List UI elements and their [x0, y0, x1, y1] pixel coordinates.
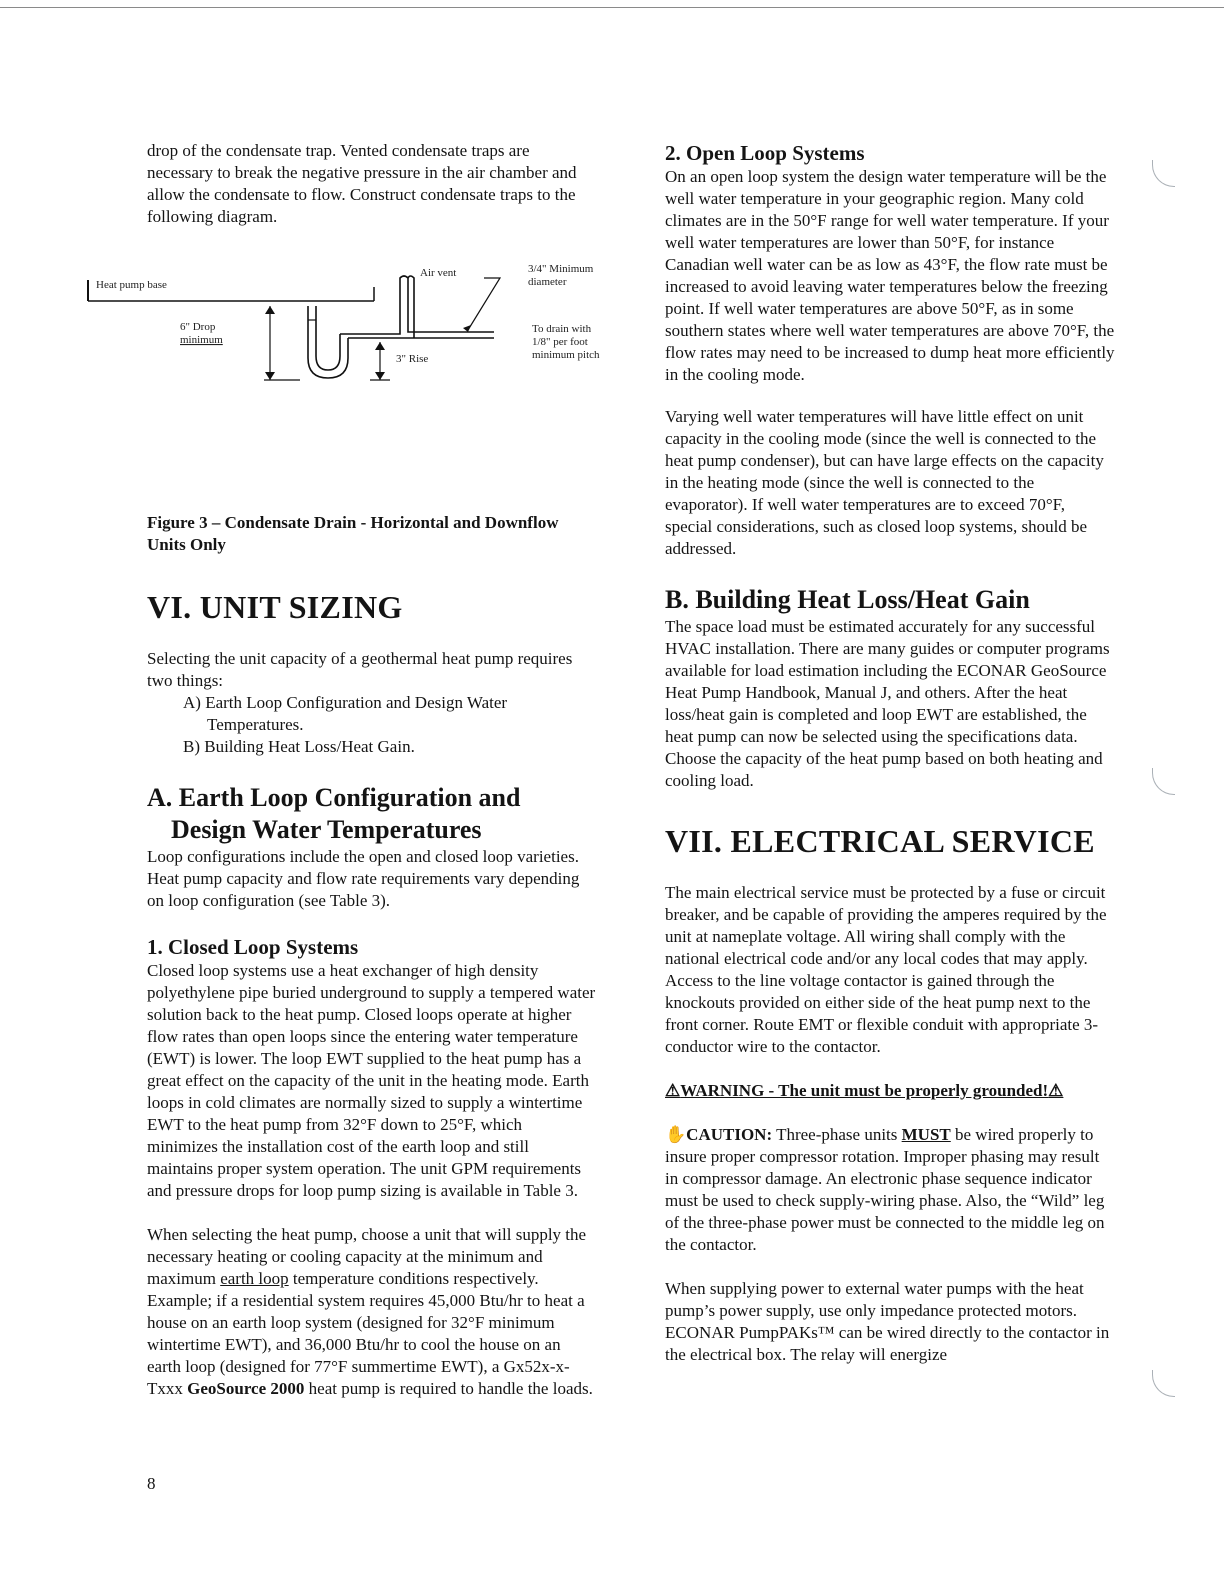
section-vii-heading: VII. ELECTRICAL SERVICE [665, 823, 1095, 859]
drop-label-1: 6" Drop [180, 321, 216, 333]
selecting-paragraph [147, 1224, 597, 1400]
trap-outer-pipe [308, 306, 348, 378]
geosource-2000-bold: GeoSource 2000 [187, 1379, 305, 1398]
rise-arrow-top [375, 342, 385, 350]
heat-pump-base-label: Heat pump base [96, 279, 167, 291]
caution-paragraph [665, 1124, 1115, 1256]
closed-loop-body: Closed loop systems use a heat exchanger of high density polyethylene pipe buried underground to supply a tempered water solution back to the heat pump. Closed loops operate at higher flow rates than open loops since the entering water temperature (EWT) is lower. The loop EWT supplied to the heat pump has a great effect on the capacity of the unit in the heating mode. Earth loops in cold climates are normally sized to supply a wintertime EWT to the heat pump from 32°F down to 25°F, which minimizes the installation cost of the earth loop and still maintains proper system operation. The unit GPM requirements and pressure drops for loop pump sizing is available in Table 3. [147, 961, 596, 1200]
warning-icon: ⚠ [665, 1081, 681, 1100]
intro-paragraph: drop of the condensate trap. Vented condensate traps are necessary to break the negative pressure in the air chamber and allow the condensate to flow. Construct condensate traps to the following diagram. [147, 141, 577, 226]
trap-inner-pipe [316, 306, 340, 370]
section-b-heading: B. Building Heat Loss/Heat Gain [665, 585, 1030, 614]
caution-hand-icon: ✋ [665, 1125, 687, 1144]
varying-paragraph: Varying well water temperatures will have little effect on unit capacity in the cooling mode (since the well is connected to the heat pump condenser), but can have large effects on the capacity in the heating mode (since the well is connected to the evaporator). If well water temperatures are to exceed 70°F, special considerations, such as closed loop systems, should be addressed. [665, 407, 1104, 558]
section-a-body: Loop configurations include the open and closed loop varieties. Heat pump capacity and flow rate requirements vary depending on loop configuration (see Table 3). [147, 847, 580, 910]
caution-text-2: be wired properly to insure proper compressor rotation. Improper phasing may result in compressor damage. An electronic phase sequence indicator must be used to check supply-wiring phase. Also, the “Wild” leg of the three-phase power must be connected to the middle leg on the contactor. [665, 1125, 1105, 1254]
warning-icon: ⚠ [1048, 1081, 1064, 1100]
drain-label-1: To drain with [532, 323, 592, 335]
drop-label-2: minimum [180, 334, 223, 346]
air-vent-label: Air vent [420, 267, 457, 279]
right-column [665, 140, 1115, 1366]
rise-label: 3" Rise [396, 353, 429, 365]
supply-paragraph: When supplying power to external water pumps with the heat pump’s power supply, use only impedance protected motors. ECONAR PumpPAKs™ can be wired directly to the contactor in the electrical box. The relay will energize [665, 1279, 1110, 1364]
open-loop-body: On an open loop system the design water temperature will be the well water temperature in your geographic region. Many cold climates are in the 50°F range for well water temperature. If your well water temperatures are lower than 50°F, for instance Canadian well water can be as low as 43°F, the flow rate must be increased to avoid leaving water temperatures below the freezing point. If well water temperatures are above 50°F, as in some southern states where well water temperatures are above 70°F, the flow rates may need to be increased to dump heat more efficiently in the cooling mode. [665, 167, 1115, 384]
drain-label-2: 1/8" per foot [532, 336, 588, 348]
section-a-heading-line1: A. Earth Loop Configuration and [147, 783, 521, 812]
drop-arrow-top [265, 306, 275, 314]
warning-text: WARNING - The unit must be properly grounded! [680, 1081, 1049, 1100]
figure-caption: Figure 3 – Condensate Drain - Horizontal and Downflow Units Only [147, 513, 559, 554]
sizing-item-a: A) Earth Loop Configuration and Design Water Temperatures. [183, 693, 508, 734]
closed-loop-heading: 1. Closed Loop Systems [147, 935, 359, 959]
diameter-label-1: 3/4" Minimum [528, 263, 594, 275]
selecting-text-2: temperature conditions respectively. Example; if a residential system requires 45,000 Btu/hr to heat a house on an earth loop system (designed for 32°F minimum wintertime EWT), and 36,000 Btu/hr to cool the house on an earth loop (designed for 77°F summertime EWT), a Gx52x-x-Txxx [147, 1269, 585, 1398]
sizing-intro: Selecting the unit capacity of a geothermal heat pump requires two things: [147, 649, 573, 690]
condensate-trap-diagram [80, 254, 620, 390]
caution-label: CAUTION: [686, 1125, 773, 1144]
caution-must: MUST [901, 1125, 951, 1144]
drain-label-3: minimum pitch [532, 349, 600, 361]
diameter-label-2: diameter [528, 276, 567, 288]
section-b-body: The space load must be estimated accurately for any successful HVAC installation. There are many guides or computer programs available for load estimation including the ECONAR GeoSource Heat Pump Handbook, Manual J, and others. After the heat loss/heat gain is completed and loop EWT are established, the heat pump can now be selected using the specifications data. Choose the capacity of the heat pump based on both heating and cooling load. [665, 617, 1110, 790]
sizing-item-b: B) Building Heat Loss/Heat Gain. [183, 737, 415, 756]
section-a-heading-line2: Design Water Temperatures [171, 815, 482, 844]
selecting-text-3: heat pump is required to handle the loads. [304, 1379, 593, 1398]
vent-pipe-lower [348, 276, 494, 338]
electrical-body: The main electrical service must be protected by a fuse or circuit breaker, and be capable of providing the amperes required by the unit at nameplate voltage. All wiring shall comply with the national electrical code and/or any local codes that may apply. Access to the line voltage contactor is gained through the knockouts provided on either side of the heat pump next to the front corner. Route EMT or flexible conduit with appropriate 3-conductor wire to the contactor. [665, 883, 1107, 1056]
warning-line [665, 1080, 1115, 1102]
selecting-text-1: When selecting the heat pump, choose a unit that will supply the necessary heating or cooling capacity at the minimum and maximum [147, 1225, 587, 1288]
top-rule [0, 7, 1224, 8]
section-vi-heading: VI. UNIT SIZING [147, 589, 403, 625]
diameter-pointer-arrow [463, 325, 471, 332]
scan-artifact [1152, 768, 1175, 795]
page-number: 8 [147, 1474, 156, 1493]
scan-artifact [1152, 160, 1175, 187]
scan-artifact [1152, 1370, 1175, 1397]
earth-loop-underlined: earth loop [220, 1269, 289, 1288]
open-loop-heading: 2. Open Loop Systems [665, 141, 865, 165]
drop-arrow-bottom [265, 372, 275, 380]
diameter-pointer [468, 278, 500, 330]
rise-arrow-bottom [375, 372, 385, 380]
caution-text-1: Three-phase units [772, 1125, 902, 1144]
